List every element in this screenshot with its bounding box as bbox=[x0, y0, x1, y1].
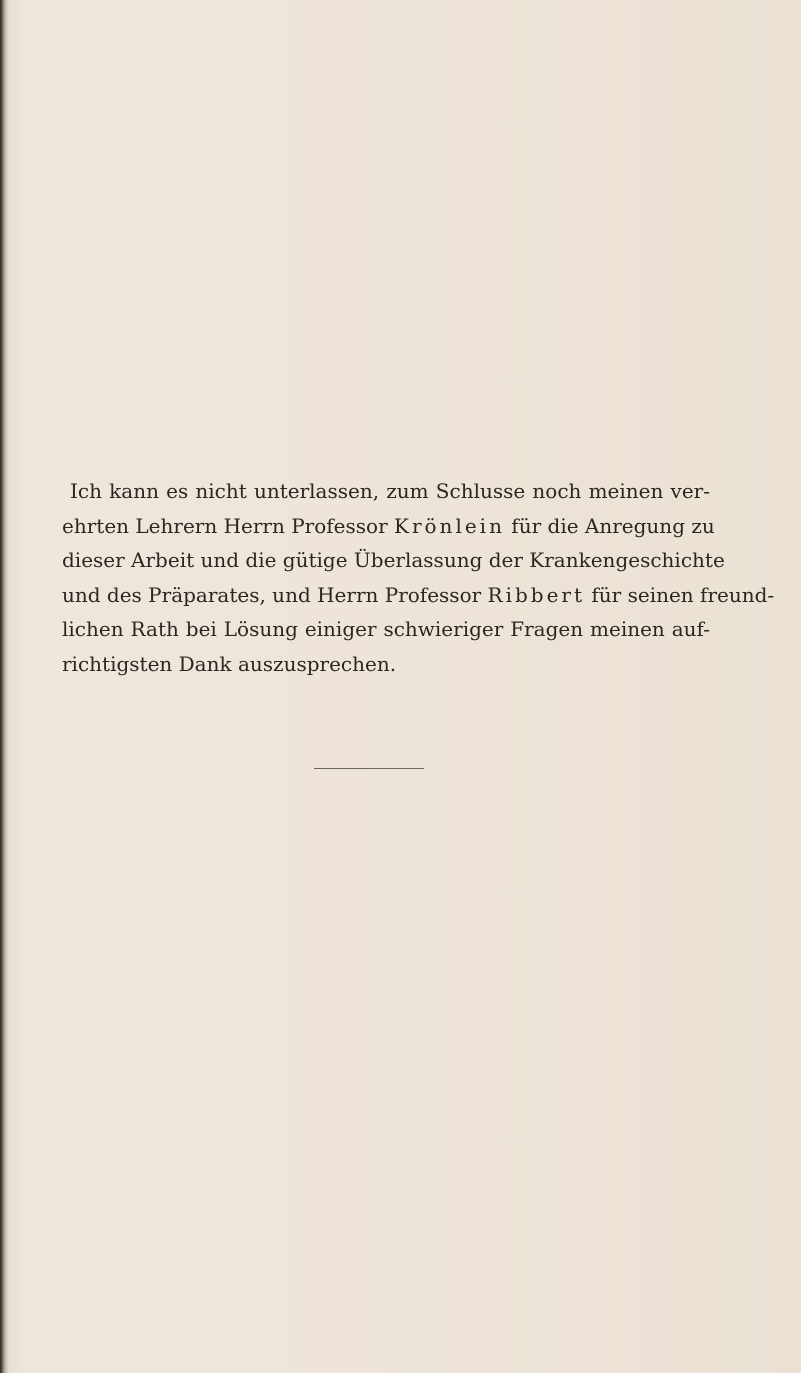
paragraph-line-5: lichen Rath bei Lösung einiger schwieriger Fragen meinen auf- bbox=[62, 617, 710, 642]
binding-edge bbox=[0, 0, 9, 1373]
paragraph-line-6: richtigsten Dank auszusprechen. bbox=[62, 651, 397, 676]
paragraph-line-1: Ich kann es nicht unterlassen, zum Schlusse noch meinen ver- bbox=[70, 479, 710, 503]
line-4-text-b: für seinen freund- bbox=[585, 582, 775, 607]
line-4-text-a: und des Präparates, und Herrn Professor bbox=[62, 582, 488, 607]
paragraph-line-3: dieser Arbeit und die gütige Überlassung der Krankengeschichte bbox=[62, 548, 725, 573]
line-2-text-b: für die Anregung zu bbox=[504, 513, 715, 538]
line-2-text-a: ehrten Lehrern Herrn Professor bbox=[62, 513, 395, 538]
name-ribbert: Ribbert bbox=[487, 582, 586, 607]
closing-rule bbox=[314, 768, 424, 769]
name-kroenlein: Krönlein bbox=[394, 513, 505, 538]
acknowledgement-paragraph bbox=[62, 474, 775, 682]
paragraph-line-4 bbox=[62, 578, 775, 613]
paragraph-line-2 bbox=[62, 509, 715, 544]
